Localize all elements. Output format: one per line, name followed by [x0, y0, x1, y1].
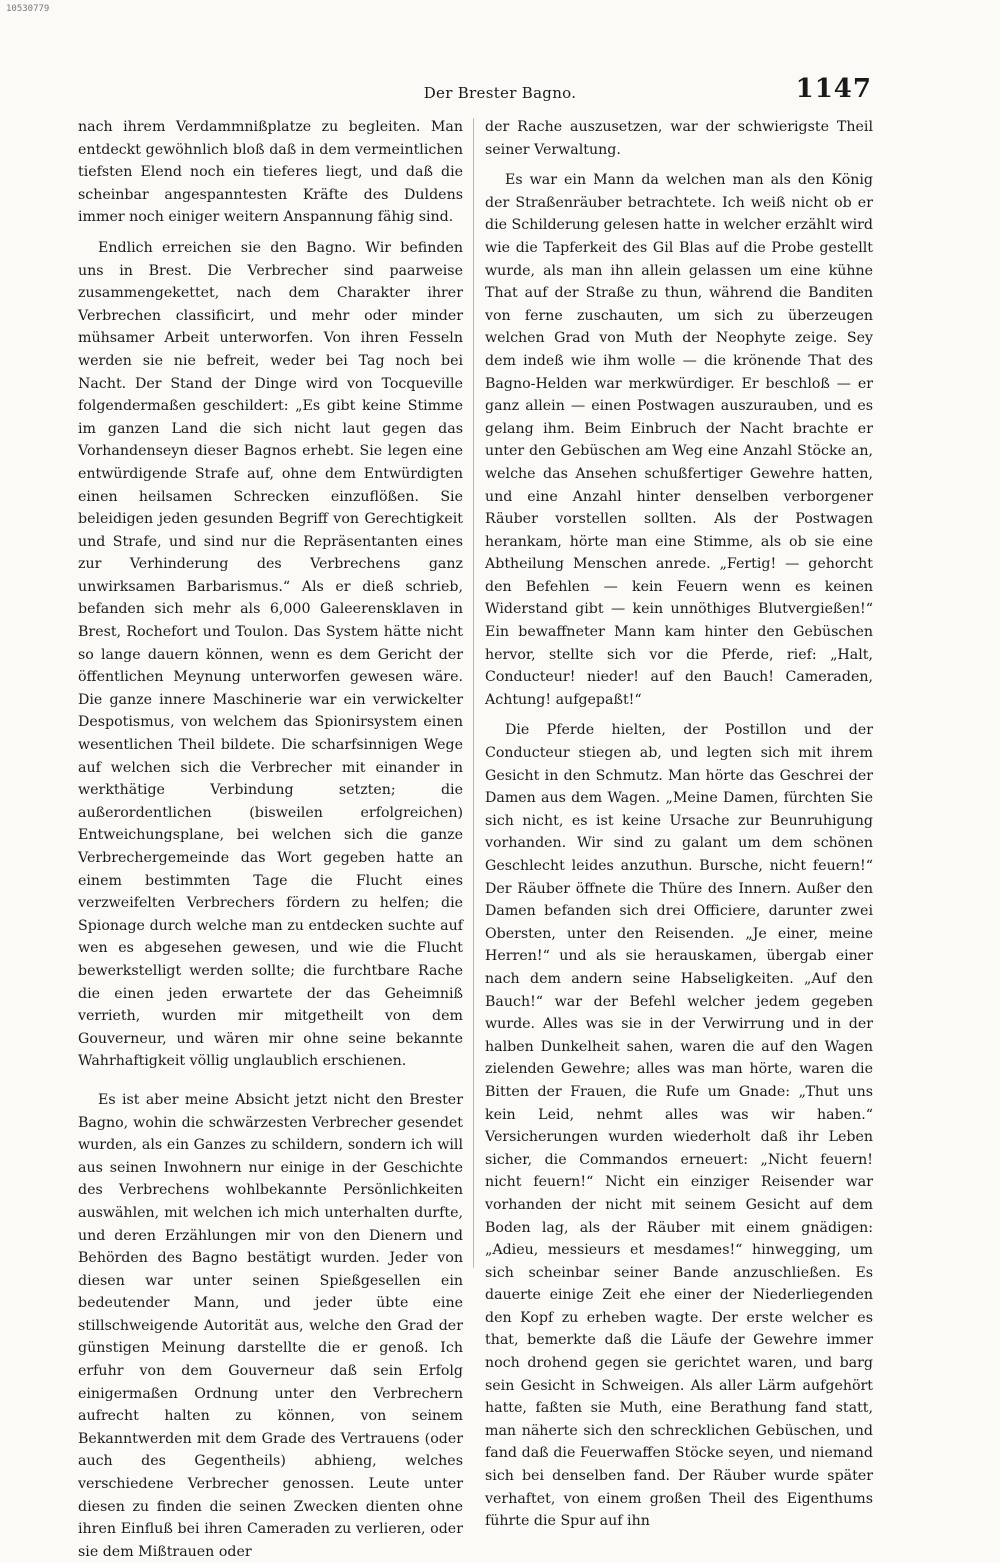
right-column — [485, 116, 873, 1530]
paragraph: nach ihrem Verdammnißplatze zu begleiten. Man entdeckt gewöhnlich bloß daß in dem vermeintlichen tiefsten Elend noch ein tieferes liegt, und daß die scheinbar angespanntesten Kräfte des Duldens immer noch einiger weitern Anspannung fähig sind. — [78, 119, 463, 226]
paragraph: Es war ein Mann da welchen man als den König der Straßenräuber betrachtete. Ich weiß nicht ob er die Schilderung gelesen hatte in welcher erzählt wird wie die Tapferkeit des Gil Blas auf die Probe gestellt wurde, als man ihn allein gelassen um eine kühne That auf der Straße zu thun, während die Banditen von ferne zuschauten, um sich zu überzeugen welchen Grad von Muth der Neophyte zeige. Sey dem indeß wie ihm wolle — die krönende That des Bagno-Helden war merkwürdiger. Er beschloß — er ganz allein — einen Postwagen auszurauben, und es gelang ihm. Beim Einbruch der Nacht brachte er unter den Gebüschen am Weg eine Anzahl Stöcke an, welche das Ansehen schußfertiger Gewehre hatten, und eine Anzahl hinter denselben verborgener Räuber vorstellen sollten. Als der Postwagen herankam, hörte man eine Stimme, als ob sie eine Abtheilung Menschen anrede. „Fertig! — gehorcht den Befehlen — kein Feuern wenn es keinen Widerstand gibt — kein unnöthiges Blutvergießen!“ Ein bewaffneter Mann kam hinter den Gebüschen hervor, stellte sich vor die Pferde, rief: „Halt, Conducteur! nieder! auf den Bauch! Cameraden, Achtung! aufgepaßt!“ — [485, 172, 873, 708]
running-head: Der Brester Bagno. — [423, 84, 577, 102]
page-number: 1147 — [795, 74, 872, 104]
scan-id: 10530779 — [6, 4, 50, 14]
left-column — [78, 116, 463, 1560]
paragraph: der Rache auszusetzen, war der schwierigste Theil seiner Verwaltung. — [485, 119, 873, 158]
column-divider — [473, 118, 474, 1268]
paragraph: Endlich erreichen sie den Bagno. Wir befinden uns in Brest. Die Verbrecher sind paarweise zusammengekettet, nach dem Charakter ihrer Verbrechen classificirt, und mehr oder minder mühsamer Arbeit unterworfen. Von ihren Fesseln werden sie nie befreit, weder bei Tag noch bei Nacht. Der Stand der Dinge wird von Tocqueville folgendermaßen geschildert: „Es gibt keine Stimme im ganzen Land die sich nicht laut gegen das Vorhandenseyn dieser Bagnos erhebt. Sie legen eine entwürdigende Strafe auf, ohne dem Entwürdigten einen heilsamen Schrecken einzuflößen. Sie beleidigen jeden gesunden Begriff von Gerechtigkeit und Strafe, und sind nur die Repräsentanten eines zur Verhinderung des Verbrechens ganz unwirksamen Barbarismus.“ Als er dieß schrieb, befanden sich mehr als 6,000 Galeerensklaven in Brest, Rochefort und Toulon. Das System hätte nicht so lange dauern können, wenn es dem Gericht der öffentlichen Meynung unterworfen gewesen wäre. Die ganze innere Maschinerie war ein verwickelter Despotismus, von welchem das Spionirsystem einen wesentlichen Theil bildete. Die scharfsinnigen Wege auf welchen sich die Verbrecher mit einander in werkthätige Verbindung setzten; die außerordentlichen (bisweilen erfolgreichen) Entweichungsplane, bei welchen sich die ganze Verbrechergemeinde das Wort gegeben hatte an einem bestimmten Tage die Flucht eines verzweifelten Verbrechers fördern zu helfen; die Spionage durch welche man zu entdecken suchte auf wen es abgesehen gewesen, und wie die Flucht bewerkstelligt werden sollte; die furchtbare Rache die einen jeden erwartete der das Geheimniß verrieth, wurden mir mitgetheilt von dem Gouverneur, und wären mir ohne seine bekannte Wahrhaftigkeit völlig unglaublich erschienen. — [78, 239, 463, 1070]
paragraph: Es ist aber meine Absicht jetzt nicht den Brester Bagno, wohin die schwärzesten Verbrecher gesendet wurden, als ein Ganzes zu schildern, sondern ich will aus seinen Inwohnern nur einige in der Geschichte des Verbrechens wohlbekannte Persönlichkeiten auswählen, mit welchen ich mich unterhalten durfte, und deren Erzählungen mir von den Dienern und Behörden des Bagno bestätigt wurden. Jeder von diesen war unter seinen Spießgesellen ein bedeutender Mann, und jeder übte eine stillschweigende Autorität aus, welche den Grad der günstigen Meinung darstellte die er genoß. Ich erfuhr von dem Gouverneur daß sein Erfolg einigermaßen Ordnung unter den Verbrechern aufrecht halten zu können, von seinem Bekanntwerden mit dem Grade des Vertrauens (oder auch des Gegentheils) abhieng, welches verschiedene Verbrecher genossen. Leute unter diesen zu finden die seinen Zwecken dienten ohne ihren Einfluß bei ihren Cameraden zu verlieren, oder sie dem Mißtrauen oder — [78, 1091, 463, 1560]
paragraph: Die Pferde hielten, der Postillon und der Conducteur stiegen ab, und legten sich mit ihrem Gesicht in den Schmutz. Man hörte das Geschrei der Damen aus dem Wagen. „Meine Damen, fürchten Sie sich nicht, es ist keine Ursache zur Beunruhigung vorhanden. Wir sind zu galant um dem schönen Geschlecht leides anzuthun. Bursche, nicht feuern!“ Der Räuber öffnete die Thüre des Innern. Außer den Damen befanden sich drei Officiere, darunter zwei Obersten, unter den Reisenden. „Je einer, meine Herren!“ und als sie herauskamen, übergab einer nach dem andern seine Habseligkeiten. „Auf den Bauch!“ war der Befehl welcher jedem gegeben wurde. Alles was sie in der Verwirrung und in der halben Dunkelheit sahen, waren die auf den Wagen zielenden Gewehre; alles was man hörte, waren die Bitten der Frauen, die Rufe um Gnade: „Thut uns kein Leid, nehmt alles was wir haben.“ Versicherungen wurden wiederholt daß ihr Leben sicher, die Commandos erneuert: „Nicht feuern! nicht feuern!“ Nicht ein einziger Reisender war vorhanden der nicht mit seinem Gesicht auf dem Boden lag, als der Räuber mit einem gnädigen: „Adieu, messieurs et mesdames!“ hinwegging, um sich scheinbar seiner Bande anzuschließen. Es dauerte einige Zeit ehe einer der Niederliegenden den Kopf zu erheben wagte. Der erste welcher es that, bemerkte daß die Läufe der Gewehre immer noch drohend gegen sie gerichtet waren, und barg sein Gesicht in Schweigen. Als aller Lärm aufgehört hatte, faßten sie Muth, eine Berathung fand statt, man näherte sich den schrecklichen Gebüschen, und fand daß die Feuerwaffen Stöcke seyen, und niemand sich bei denselben fand. Der Räuber wurde später verhaftet, von einem großen Theil des Eigenthums führte die Spur auf ihn — [485, 722, 873, 1530]
